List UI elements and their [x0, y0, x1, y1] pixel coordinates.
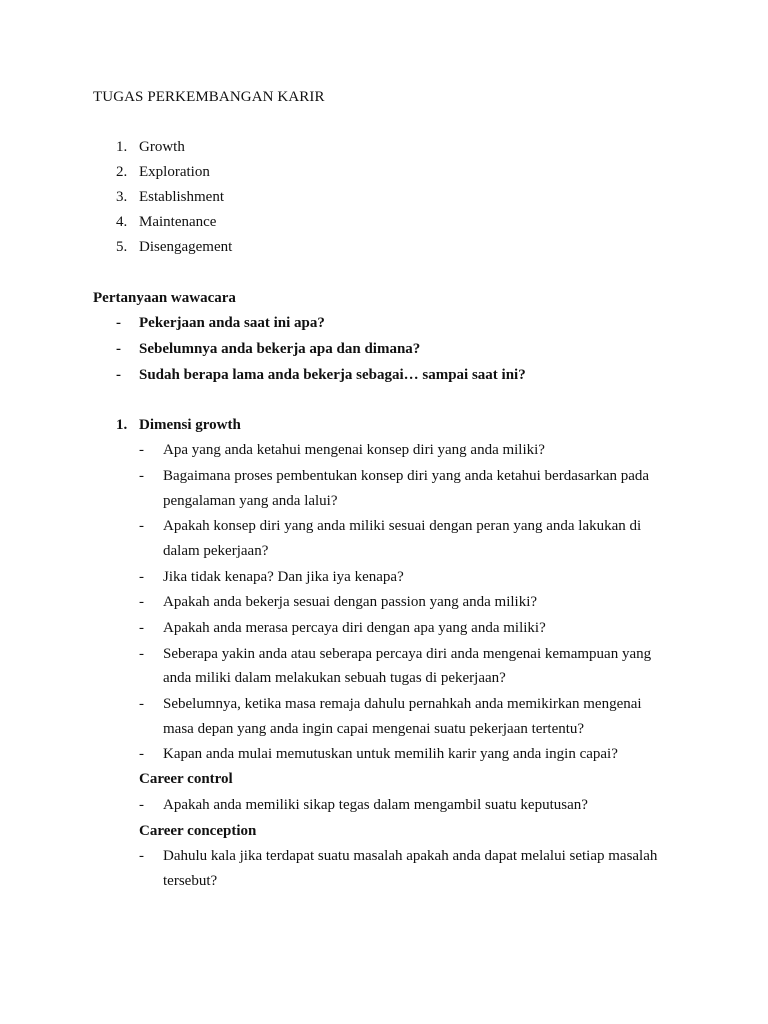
question-line: Kapan anda mulai memutuskan untuk memilih karir yang anda ingin capai? — [163, 746, 618, 762]
dimension-number: 1. — [116, 417, 128, 433]
question-line: masa depan yang anda ingin capai mengenai suatu pekerjaan tertentu? — [163, 721, 585, 737]
question-line: Apakah anda merasa percaya diri dengan apa yang anda miliki? — [163, 620, 546, 636]
list-label: Growth — [139, 139, 185, 155]
question-line: pengalaman yang anda lalui? — [163, 493, 338, 509]
question-line: tersebut? — [163, 873, 218, 889]
bullet: - — [139, 594, 144, 610]
career-conception-heading: Career conception — [139, 823, 257, 839]
bullet: - — [116, 367, 121, 383]
question-line: Bagaimana proses pembentukan konsep diri yang anda ketahui berdasarkan pada — [163, 468, 650, 484]
list-label: Exploration — [139, 164, 210, 180]
question-line: Jika tidak kenapa? Dan jika iya kenapa? — [163, 569, 404, 585]
bullet: - — [139, 797, 144, 813]
interview-heading: Pertanyaan wawacara — [93, 290, 236, 306]
question-line: Dahulu kala jika terdapat suatu masalah apakah anda dapat melalui setiap masalah — [163, 848, 658, 864]
bullet: - — [139, 620, 144, 636]
question-line: Apakah anda bekerja sesuai dengan passion yang anda miliki? — [163, 594, 538, 610]
bullet: - — [139, 646, 144, 662]
bullet: - — [139, 746, 144, 762]
list-number: 5. — [116, 239, 128, 255]
bullet: - — [116, 315, 121, 331]
bullet: - — [139, 696, 144, 712]
list-number: 1. — [116, 139, 128, 155]
list-number: 4. — [116, 214, 128, 230]
list-label: Maintenance — [139, 214, 217, 230]
question-line: Apakah konsep diri yang anda miliki sesuai dengan peran yang anda lakukan di — [163, 518, 642, 534]
list-number: 2. — [116, 164, 128, 180]
bullet: - — [139, 442, 144, 458]
question-line: anda miliki dalam melakukan sebuah tugas di pekerjaan? — [163, 670, 506, 686]
question-line: Apa yang anda ketahui mengenai konsep diri yang anda miliki? — [163, 442, 545, 458]
interview-question: Pekerjaan anda saat ini apa? — [139, 315, 325, 331]
list-label: Disengagement — [139, 239, 233, 255]
bullet: - — [139, 848, 144, 864]
career-control-heading: Career control — [139, 771, 233, 787]
document-title: TUGAS PERKEMBANGAN KARIR — [93, 89, 325, 105]
bullet: - — [139, 518, 144, 534]
bullet: - — [116, 341, 121, 357]
list-number: 3. — [116, 189, 128, 205]
question-line: Sebelumnya, ketika masa remaja dahulu pernahkah anda memikirkan mengenai — [163, 696, 642, 712]
question-line: Seberapa yakin anda atau seberapa percaya diri anda mengenai kemampuan yang — [163, 646, 652, 662]
interview-question: Sudah berapa lama anda bekerja sebagai… sampai saat ini? — [139, 367, 526, 383]
question-line: dalam pekerjaan? — [163, 543, 269, 559]
dimension-heading: Dimensi growth — [139, 417, 241, 433]
list-label: Establishment — [139, 189, 224, 205]
question-line: Apakah anda memiliki sikap tegas dalam mengambil suatu keputusan? — [163, 797, 588, 813]
interview-question: Sebelumnya anda bekerja apa dan dimana? — [139, 341, 421, 357]
bullet: - — [139, 468, 144, 484]
bullet: - — [139, 569, 144, 585]
